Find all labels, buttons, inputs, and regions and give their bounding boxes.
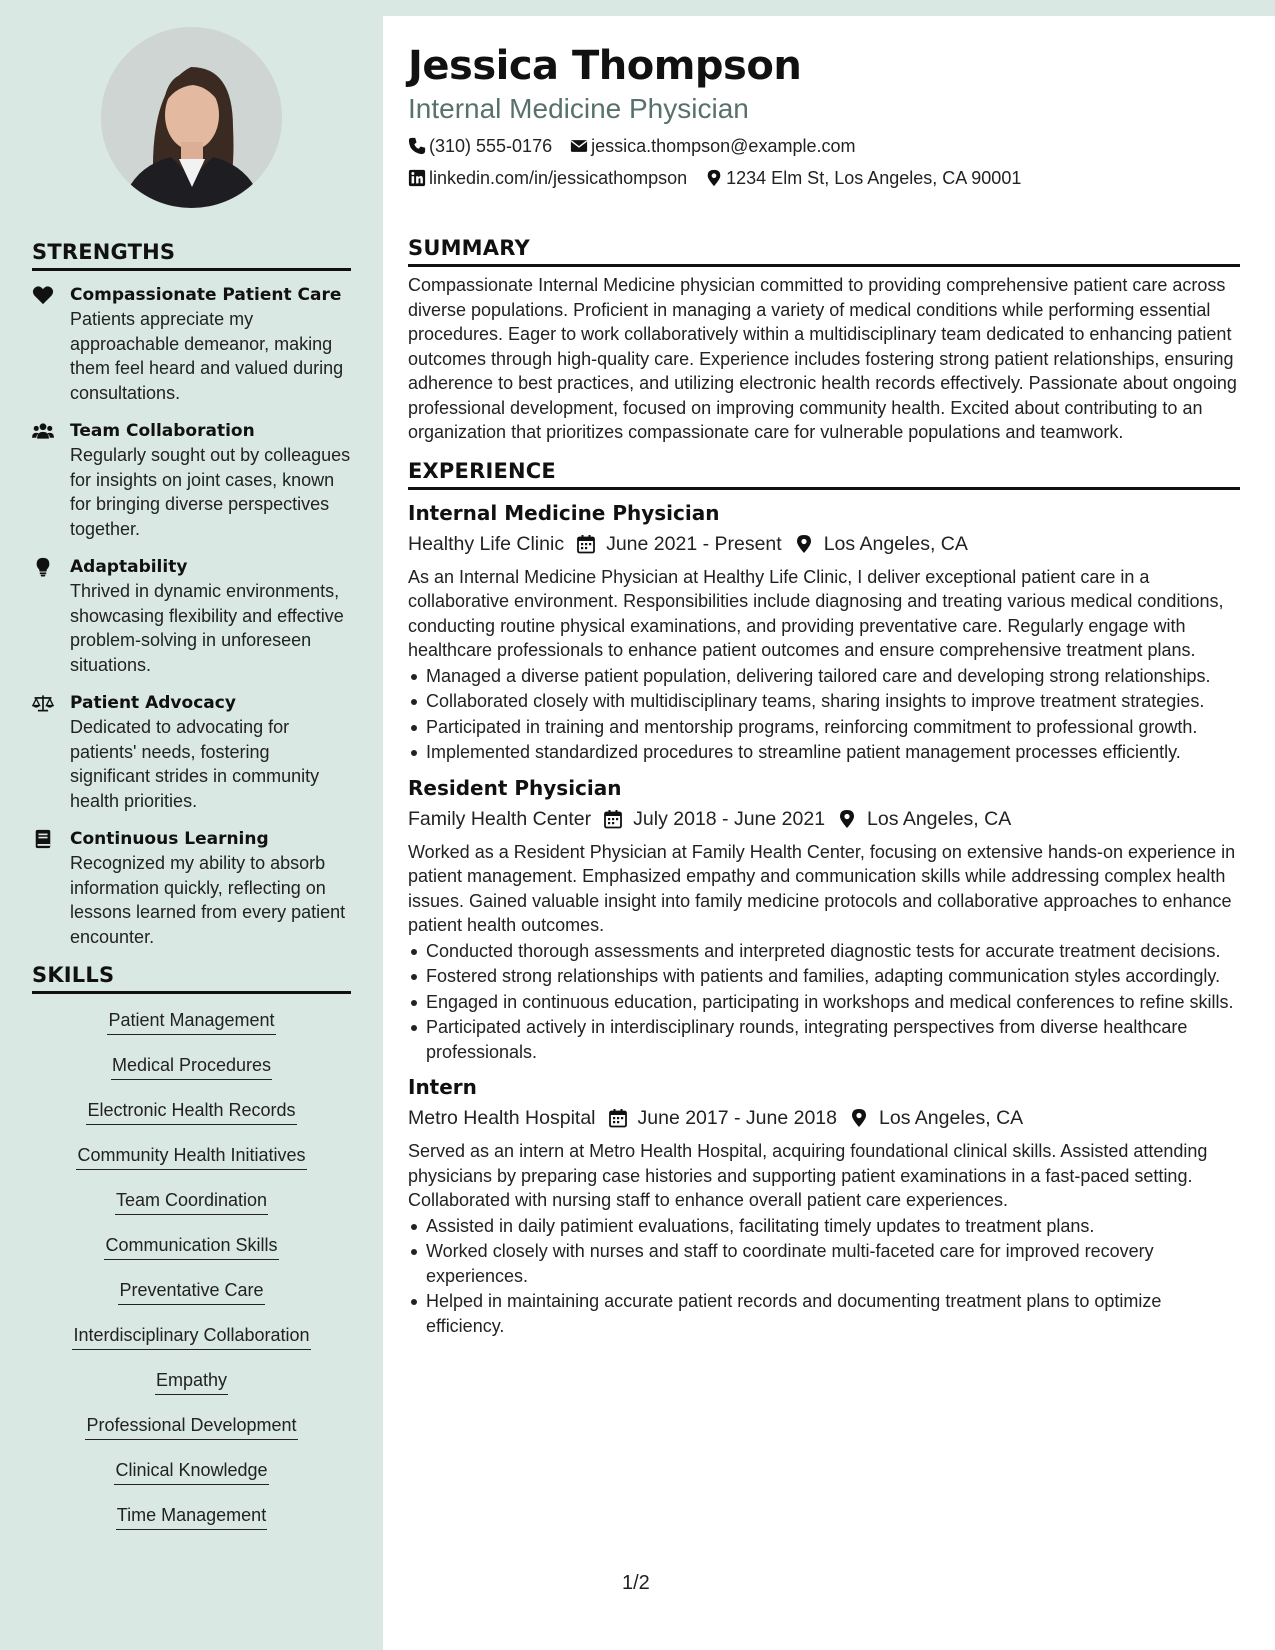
- strength-title: Adaptability: [70, 557, 188, 577]
- skills-heading: SKILLS: [32, 963, 351, 994]
- job-bullet: Managed a diverse patient population, delivering tailored care and developing strong relationships.: [408, 664, 1240, 689]
- calendar-icon: [608, 1108, 628, 1128]
- map-pin-icon: [849, 1108, 869, 1128]
- skill-item: Empathy: [155, 1368, 228, 1395]
- book-icon: [32, 829, 54, 849]
- strength-description: Regularly sought out by colleagues for insights on joint cases, known for bringing diverse perspectives together.: [70, 445, 351, 539]
- skill-item: Patient Management: [107, 1008, 275, 1035]
- job-dates: June 2017 - June 2018: [637, 1107, 837, 1129]
- map-pin-icon: [794, 534, 814, 554]
- address-contact: [705, 162, 1021, 194]
- skill-item: Preventative Care: [118, 1278, 264, 1305]
- email-contact[interactable]: [570, 130, 855, 162]
- strength-item: [32, 555, 351, 677]
- job-employer: Healthy Life Clinic: [408, 532, 565, 555]
- strength-title: Team Collaboration: [70, 421, 255, 441]
- envelope-icon: [570, 137, 588, 155]
- skill-item: Team Coordination: [115, 1188, 268, 1215]
- job-description: As an Internal Medicine Physician at Healthy Life Clinic, I deliver exceptional patient care in a collaborative environment. Responsibilities include diagnosing and treating various medical conditions, conducting routine physical examinations, and providing preventative care. Regularly engage with healthcare professionals to enhance patient outcomes and ensure comprehensive treatment plans.: [408, 566, 1224, 660]
- job-bullet: Participated actively in interdisciplinary rounds, integrating perspectives from diverse healthcare professionals.: [408, 1015, 1240, 1064]
- job-employer: Metro Health Hospital: [408, 1107, 596, 1129]
- job-dates: July 2018 - June 2021: [633, 807, 826, 830]
- summary-text: Compassionate Internal Medicine physician committed to providing comprehensive patient care across diverse populations. Proficient in managing a variety of medical conditions while performing essential procedures. Eager to work collaboratively within a multidisciplinary team dedicated to enhancing patient outcomes through high-quality care. Experience includes fostering strong patient relationships, ensuring adherence to best practices, and utilizing electronic health records effectively. Passionate about ongoing professional development, focused on improving community health. Excited about contributing to an organization that prioritizes compassionate care for vulnerable populations and teamwork.: [408, 275, 1237, 442]
- job-meta: [408, 528, 1240, 560]
- scale-icon: [32, 693, 54, 713]
- skill-item: Interdisciplinary Collaboration: [72, 1323, 310, 1350]
- skill-item: Professional Development: [85, 1413, 297, 1440]
- job-bullets: [408, 939, 1240, 1065]
- map-pin-icon: [837, 809, 857, 829]
- users-icon: [32, 421, 54, 441]
- skill-item: Clinical Knowledge: [114, 1458, 268, 1485]
- heart-icon: [32, 285, 54, 305]
- job-description: Worked as a Resident Physician at Family Health Center, focusing on extensive hands-on experience in patient management. Emphasized empathy and communication skills while addressing complex health issues. Gained valuable insight into family medicine protocols and collaborative approaches to enhance patient health outcomes.: [408, 841, 1236, 935]
- calendar-icon: [576, 534, 596, 554]
- job-location: Los Angeles, CA: [823, 532, 968, 555]
- skill-item: Time Management: [116, 1503, 267, 1530]
- strength-item: [32, 283, 351, 405]
- job-title: Internal Medicine Physician: [408, 500, 720, 525]
- job-bullet: Helped in maintaining accurate patient records and documenting treatment plans to optimize efficiency.: [408, 1289, 1240, 1338]
- calendar-icon: [603, 809, 623, 829]
- map-pin-icon: [705, 169, 723, 187]
- job-bullets: [408, 1214, 1240, 1339]
- job-bullet: Conducted thorough assessments and interpreted diagnostic tests for accurate treatment decisions.: [408, 939, 1240, 964]
- job-bullet: Fostered strong relationships with patients and families, adapting communication styles accordingly.: [408, 964, 1240, 989]
- candidate-name: Jessica Thompson: [408, 43, 802, 89]
- strength-description: Patients appreciate my approachable demeanor, making them feel heard and valued during consultations.: [70, 309, 344, 403]
- job-bullet: Participated in training and mentorship programs, reinforcing commitment to professional growth.: [408, 715, 1240, 740]
- strength-description: Thrived in dynamic environments, showcasing flexibility and effective problem-solving in unforeseen situations.: [70, 581, 344, 675]
- portrait-image: [101, 27, 282, 208]
- experience-heading: EXPERIENCE: [408, 459, 1240, 490]
- skill-item: Medical Procedures: [111, 1053, 272, 1080]
- linkedin-contact[interactable]: [408, 162, 687, 194]
- strengths-heading: STRENGTHS: [32, 240, 351, 271]
- job-title: Resident Physician: [408, 775, 622, 800]
- skill-item: Communication Skills: [104, 1233, 278, 1260]
- phone-icon: [408, 137, 426, 155]
- skills-list: [32, 1008, 351, 1548]
- address-text: 1234 Elm St, Los Angeles, CA 90001: [726, 168, 1022, 188]
- phone-text: (310) 555-0176: [429, 136, 553, 156]
- contact-info: [408, 130, 1240, 194]
- strength-item: [32, 691, 351, 813]
- skill-item: Community Health Initiatives: [76, 1143, 306, 1170]
- job-entry: [408, 773, 1240, 1065]
- phone-contact[interactable]: [408, 130, 552, 162]
- sidebar-content: [32, 240, 351, 1548]
- strength-title: Continuous Learning: [70, 829, 269, 849]
- job-location: Los Angeles, CA: [879, 1107, 1024, 1129]
- job-description: Served as an intern at Metro Health Hospital, acquiring foundational clinical skills. Assisted attending physicians by preparing case histories and supporting patient examinations in a fast-paced setting. Collaborated with nursing staff to enhance overall patient care experiences.: [408, 1141, 1208, 1210]
- strength-title: Patient Advocacy: [70, 693, 236, 713]
- skill-item: Electronic Health Records: [86, 1098, 296, 1125]
- candidate-title: Internal Medicine Physician: [408, 93, 749, 124]
- strength-title: Compassionate Patient Care: [70, 285, 342, 305]
- job-bullets: [408, 664, 1240, 765]
- job-title: Intern: [408, 1075, 477, 1099]
- main-content: [408, 40, 1240, 1339]
- job-meta: [408, 803, 1240, 835]
- job-dates: June 2021 - Present: [606, 532, 782, 555]
- profile-photo: [101, 27, 282, 208]
- job-bullet: Engaged in continuous education, participating in workshops and medical conferences to refine skills.: [408, 990, 1240, 1015]
- job-location: Los Angeles, CA: [867, 807, 1012, 830]
- job-entry: [408, 1072, 1240, 1338]
- job-bullet: Implemented standardized procedures to streamline patient management processes efficiently.: [408, 740, 1240, 765]
- job-employer: Family Health Center: [408, 807, 592, 830]
- job-bullet: Worked closely with nurses and staff to coordinate multi-faceted care for improved recovery experiences.: [408, 1239, 1240, 1288]
- strength-description: Dedicated to advocating for patients' needs, fostering significant strides in community health priorities.: [70, 717, 320, 811]
- summary-heading: SUMMARY: [408, 236, 1240, 267]
- job-bullet: Assisted in daily patimient evaluations, facilitating timely updates to treatment plans.: [408, 1214, 1240, 1239]
- job-meta: [408, 1102, 1240, 1134]
- page-number: 1/2: [622, 1572, 650, 1594]
- strengths-list: [32, 283, 351, 949]
- linkedin-text: linkedin.com/in/jessicathompson: [429, 168, 688, 188]
- strength-item: [32, 827, 351, 949]
- strength-item: [32, 419, 351, 541]
- job-entry: [408, 498, 1240, 765]
- job-bullet: Collaborated closely with multidisciplinary teams, sharing insights to improve treatment strategies.: [408, 689, 1240, 714]
- email-text: jessica.thompson@example.com: [591, 136, 856, 156]
- linkedin-icon: [408, 169, 426, 187]
- lightbulb-icon: [32, 557, 54, 577]
- strength-description: Recognized my ability to absorb information quickly, reflecting on lessons learned from every patient encounter.: [70, 853, 346, 947]
